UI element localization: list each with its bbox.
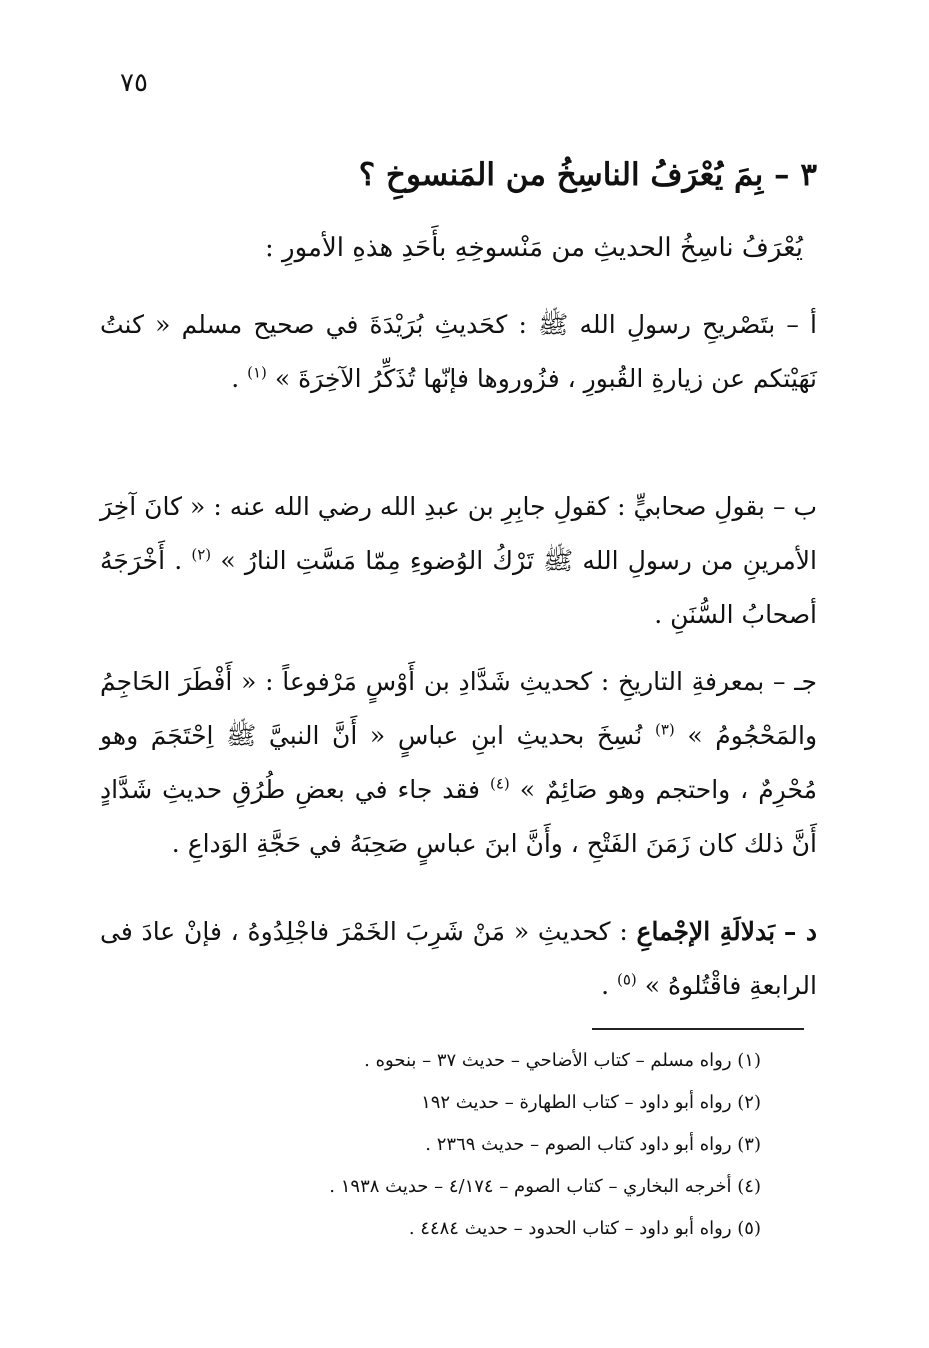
item-text-continued: نُسِخَ بحديثِ ابنِ عباسٍ « أَنَّ النبيَّ ﷺ اِحْتَجَمَ وهو مُحْرِمٌ ، واحتجم وهو صَائِمٌ » — [100, 721, 817, 804]
footnote-separator — [592, 1028, 804, 1030]
item-letter: د – — [783, 917, 818, 946]
item-text: بتَصْريحِ رسولِ الله ﷺ : كحَديثِ بُرَيْدَةَ في صحيح مسلم « كنتُ نَهَيْتكم عن زيارةِ القُبورِ ، فزُوروها فإنّها تُذَكِّرُ الآخِرَةَ » — [100, 310, 817, 393]
footnote: (٣) رواه أبو داود كتاب الصوم – حديث ٢٣٦٩ . — [425, 1134, 761, 1155]
item-d-paragraph — [100, 905, 817, 1013]
item-c-paragraph — [100, 655, 817, 871]
footnote: (٥) رواه أبو داود – كتاب الحدود – حديث ٤٤٨٤ . — [408, 1218, 761, 1239]
item-tail: . أَخْرَجَهُ أصحابُ السُّنَنِ . — [100, 546, 817, 629]
footnote-reference: (١) — [247, 363, 267, 382]
item-text: : كحديثِ « مَنْ شَرِبَ الخَمْرَ فاجْلِدُوهُ ، فإنْ عادَ فى الرابعةِ فاقْتُلوهُ » — [100, 917, 817, 1000]
page-number: ٧٥ — [120, 68, 148, 98]
item-text: بقولِ صحابيٍّ : كقولِ جابِرِ بن عبدِ الله رضي الله عنه : « كانَ آخِرَ الأمرينِ من رسولِ الله ﷺ تَرْكُ الوُضوءِ مِمّا مَسَّتِ النارُ » — [100, 492, 818, 575]
item-a-paragraph — [100, 298, 817, 406]
footnote-reference: (٢) — [191, 545, 212, 564]
footnote-reference: (٤) — [489, 774, 510, 793]
item-text: بمعرفةِ التاريخِ : كحديثِ شَدَّادِ بن أَوْسٍ مَرْفوعاً : « أَفْطَرَ الحَاجِمُ والمَحْجُومُ » — [100, 667, 818, 750]
item-title: بَدلالَةِ الإجْماعِ — [636, 917, 776, 946]
item-letter: ب – — [772, 492, 818, 521]
footnote-reference: (٣) — [654, 720, 675, 739]
intro-paragraph: يُعْرَفُ ناسِخُ الحديثِ من مَنْسوخِهِ بأَحَدِ هذهِ الأمورِ : — [265, 233, 803, 263]
section-heading: ٣ – بِمَ يُعْرَفُ الناسِخُ من المَنسوخِ ؟ — [358, 157, 817, 193]
footnote: (٤) أخرجه البخاري – كتاب الصوم – ٤/١٧٤ – حديث ١٩٣٨ . — [329, 1176, 761, 1197]
item-tail: فقد جاء في بعضِ طُرُقِ حديثِ شَدَّادٍ أَنَّ ذلك كان زَمَنَ الفَتْحِ ، وأَنَّ ابنَ عباسٍ صَحِبَهُ في حَجَّةِ الوَداعِ . — [100, 775, 817, 858]
footnote-reference: (٥) — [617, 970, 637, 989]
footnote: (١) رواه مسلم – كتاب الأضاحي – حديث ٣٧ – بنحوه . — [364, 1050, 761, 1071]
item-tail: . — [231, 364, 240, 393]
item-letter: جـ – — [772, 667, 817, 696]
item-letter: أ – — [786, 310, 817, 339]
footnotes — [150, 1040, 761, 1250]
footnote: (٢) رواه أبو داود – كتاب الطهارة – حديث ١٩٢ — [421, 1092, 761, 1113]
item-tail: . — [601, 971, 610, 1000]
item-b-paragraph — [100, 480, 817, 642]
